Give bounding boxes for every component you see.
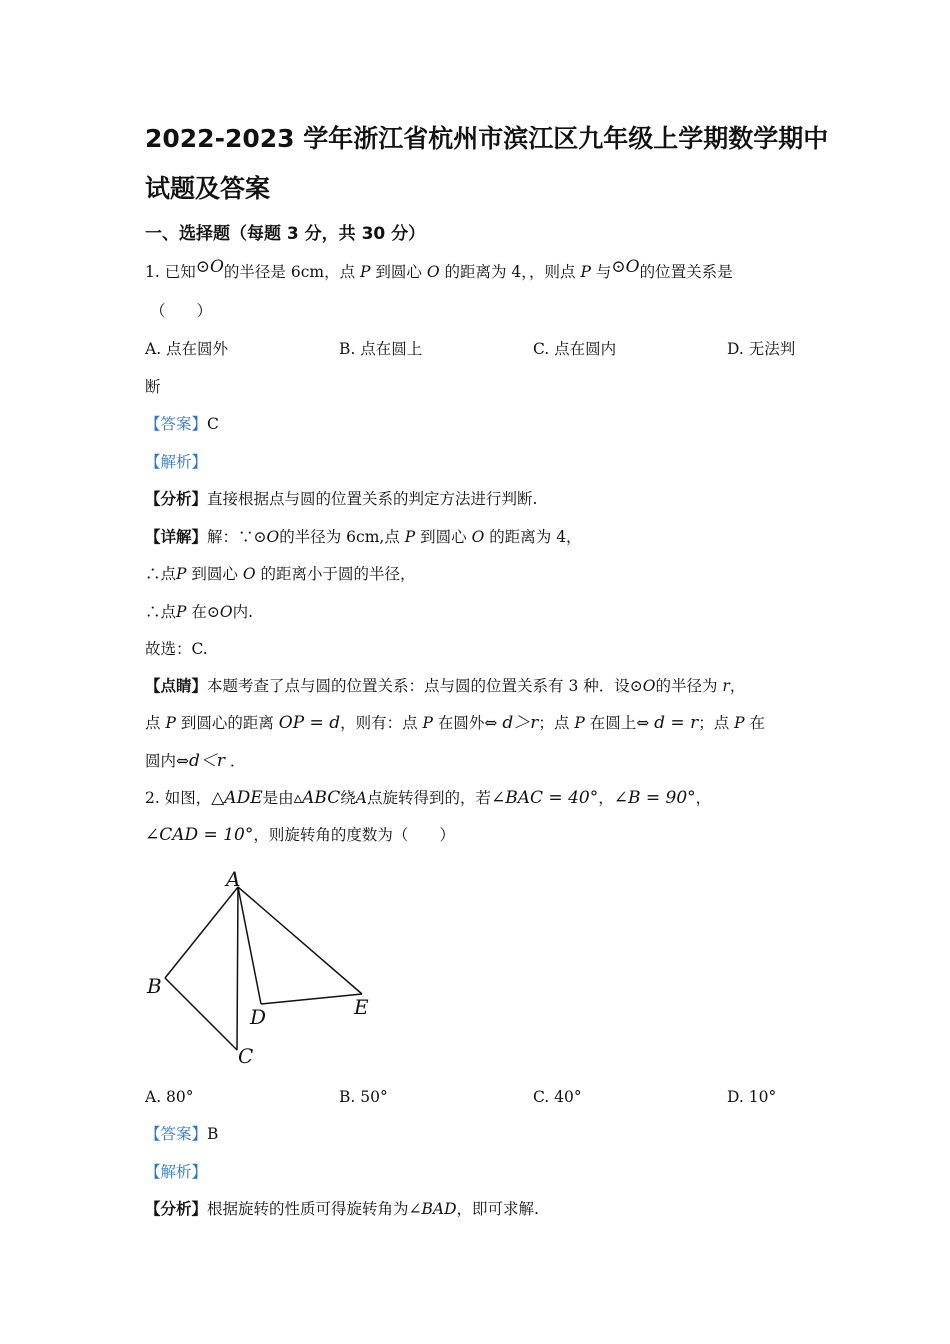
q1-step-1: ∴点P 到圆心 O 的距离小于圆的半径， — [145, 565, 416, 583]
q1-stem: 1. 已知⊙O的半径是 6cm，点 P 到圆心 O 的距离为 4，，则点 P 与⊙O的位置关系是 — [145, 257, 733, 281]
segment-ac — [237, 887, 238, 1050]
answer-tag: 【答案】 — [145, 1125, 208, 1143]
q1-option-d-wrap: 断 — [145, 378, 161, 396]
q2-analysis-tag: 【解析】 — [145, 1163, 208, 1181]
label-e: E — [354, 995, 369, 1019]
label-d: D — [250, 1005, 267, 1029]
q2-answer: 【答案】B — [145, 1125, 219, 1143]
circle-o-symbol: ⊙O — [195, 257, 224, 277]
circle-o-symbol: ⊙O — [611, 257, 640, 277]
q1-paren: （ ） — [150, 302, 213, 320]
answer-tag: 【答案】 — [145, 415, 208, 433]
q1-option-d: D. 无法判 — [727, 340, 796, 358]
document-title-line-2: 试题及答案 — [145, 174, 271, 203]
q2-option-d: D. 10° — [727, 1088, 777, 1106]
section-heading: 一、选择题（每题 3 分，共 30 分） — [145, 224, 426, 244]
q2-fenxi: 【分析】根据旋转的性质可得旋转角为∠BAD，即可求解. — [145, 1199, 539, 1218]
segment-ab — [165, 887, 238, 978]
label-c: C — [238, 1044, 254, 1068]
q2-option-a: A. 80° — [145, 1088, 194, 1106]
q1-dianjing-2: 点 P 到圆心的距离 OP = d，则有：点 P 在圆外⇔ d＞r；点 P 在圆上⇔ d = r；点 P 在 — [145, 713, 766, 733]
q2-stem-1: 2. 如图，△ADE是由▵ABC绕A点旋转得到的，若∠BAC = 40°，∠B = 90°， — [145, 788, 712, 808]
label-a: A — [226, 867, 241, 891]
q1-choose: 故选：C. — [145, 640, 208, 658]
q2-option-b: B. 50° — [339, 1088, 388, 1106]
q1-option-a: A. 点在圆外 — [145, 340, 229, 358]
q1-dianjing-1: 【点睛】本题考查了点与圆的位置关系：点与圆的位置关系有 3 种．设⊙O的半径为 r， — [145, 676, 746, 695]
q1-analysis-tag: 【解析】 — [145, 453, 208, 471]
q1-dianjing-3: 圆内⇔d＜r ． — [145, 751, 246, 771]
q1-fenxi: 【分析】直接根据点与圆的位置关系的判定方法进行判断. — [145, 489, 538, 508]
rotation-figure — [140, 862, 390, 1072]
document-title-line-1: 2022-2023 学年浙江省杭州市滨江区九年级上学期数学期中 — [145, 124, 829, 153]
q1-step-2: ∴点P 在⊙O内. — [145, 603, 254, 621]
q1-xiangjie: 【详解】解：∵⊙O的半径为 6cm,点 P 到圆心 O 的距离为 4， — [145, 527, 582, 546]
q2-option-c: C. 40° — [533, 1088, 582, 1106]
segment-de — [261, 994, 362, 1004]
q1-option-c: C. 点在圆内 — [533, 340, 617, 358]
segment-bc — [165, 978, 237, 1050]
q2-stem-2: ∠CAD = 10°，则旋转角的度数为（ ） — [145, 825, 455, 845]
q1-option-b: B. 点在圆上 — [339, 340, 423, 358]
label-b: B — [147, 974, 162, 998]
q1-answer: 【答案】C — [145, 415, 219, 433]
